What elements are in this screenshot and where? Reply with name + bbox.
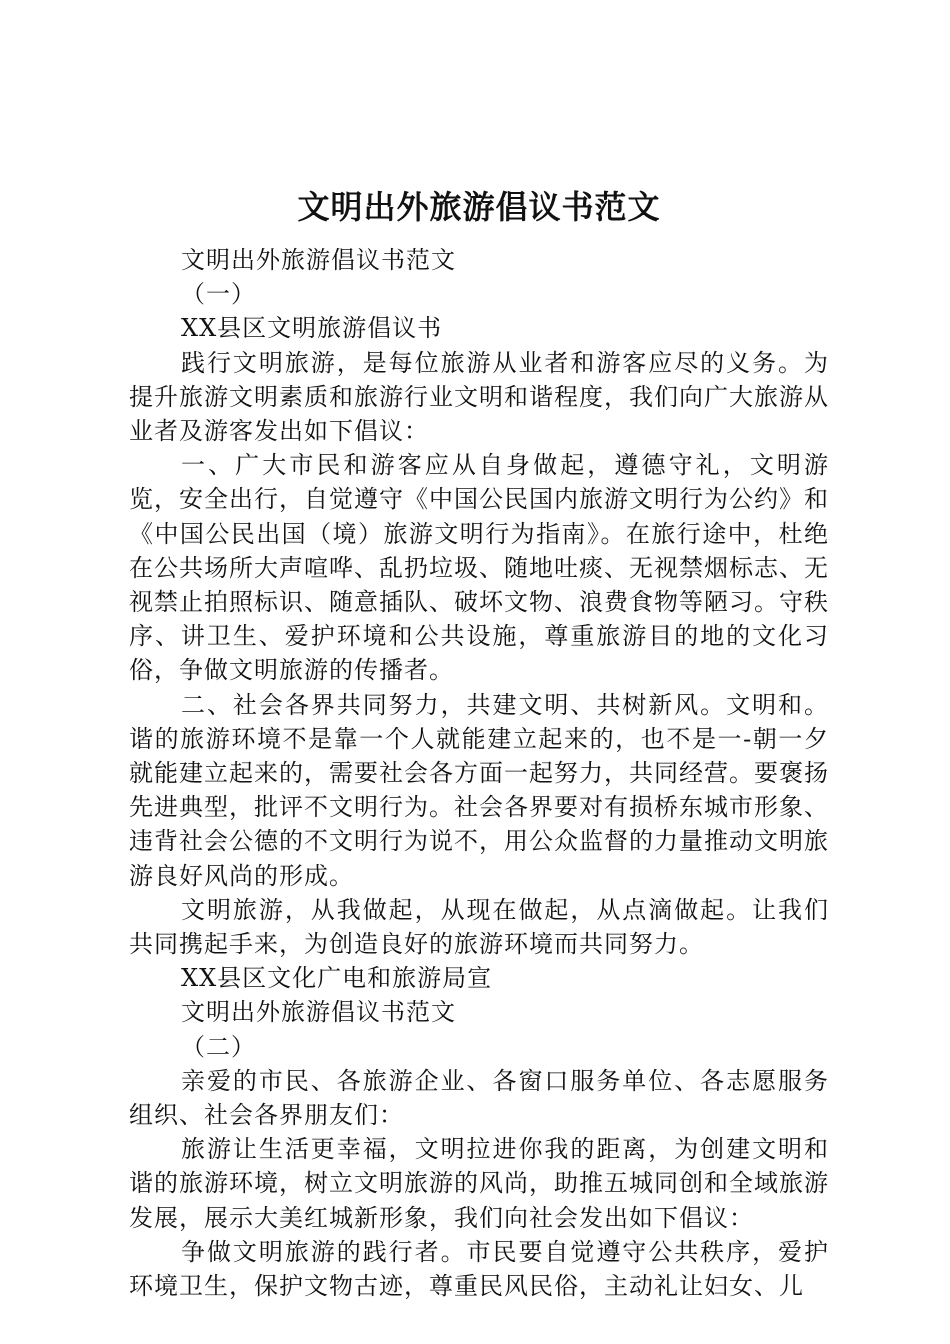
- proposal-heading-1: XX县区文明旅游倡议书: [181, 314, 443, 343]
- signature-1: XX县区文化广电和旅游局宣: [181, 964, 493, 993]
- document-title: 文明出外旅游倡议书范文: [297, 188, 661, 226]
- paragraph-point-1: 一、广大市民和游客应从自身做起，遵德守礼，文明游览，安全出行，自觉遵守《中国公民国内旅游文明行为公约》和《中国公民出国（境）旅游文明行为指南》。在旅行途中，杜绝在公共场所大声喧哗、乱扔垃圾、随地吐痰、无视禁烟标志、无视禁止拍照标识、随意插队、破坏文物、浪费食物等陋习。守秩序、讲卫生、爱护环境和公共设施，尊重旅游目的地的文化习俗，争做文明旅游的传播者。: [129, 451, 829, 685]
- paragraph-point-2-1: 争做文明旅游的践行者。市民要自觉遵守公共秩序，爱护环境卫生，保护文物古迹，尊重民风民俗，主动礼让妇女、儿: [129, 1237, 829, 1301]
- document-page: [129, 183, 829, 1303]
- section-number-2: （二）: [181, 1032, 256, 1061]
- subtitle-1: 文明出外旅游倡议书范文: [181, 246, 456, 274]
- paragraph-point-2: 二、社会各界共同努力，共建文明、共树新风。文明和。谐的旅游环境不是靠一个人就能建立起来的，也不是一-朝一夕就能建立起来的，需要社会各方面一起努力，共同经营。要褒扬先进典型，批评不文明行为。社会各界要对有损桥东城市形象、违背社会公德的不文明行为说不，用公众监督的力量推动文明旅游良好风尚的形成。: [129, 690, 829, 890]
- paragraph-closing-1: 文明旅游，从我做起，从现在做起，从点滴做起。让我们共同携起手来，为创造良好的旅游环境而共同努力。: [129, 895, 829, 959]
- subtitle-2: 文明出外旅游倡议书范文: [181, 998, 456, 1027]
- paragraph-intro-2: 旅游让生活更幸福，文明拉进你我的距离，为创建文明和谐的旅游环境，树立文明旅游的风尚，助推五城同创和全域旅游发展，展示大美红城新形象，我们向社会发出如下倡议：: [129, 1135, 829, 1232]
- paragraph-salutation-2: 亲爱的市民、各旅游企业、各窗口服务单位、各志愿服务组织、社会各界朋友们：: [129, 1066, 829, 1130]
- paragraph-intro-1: 践行文明旅游，是每位旅游从业者和游客应尽的义务。为提升旅游文明素质和旅游行业文明和谐程度，我们向广大旅游从业者及游客发出如下倡议：: [129, 348, 829, 446]
- section-number-1: （一）: [181, 280, 256, 309]
